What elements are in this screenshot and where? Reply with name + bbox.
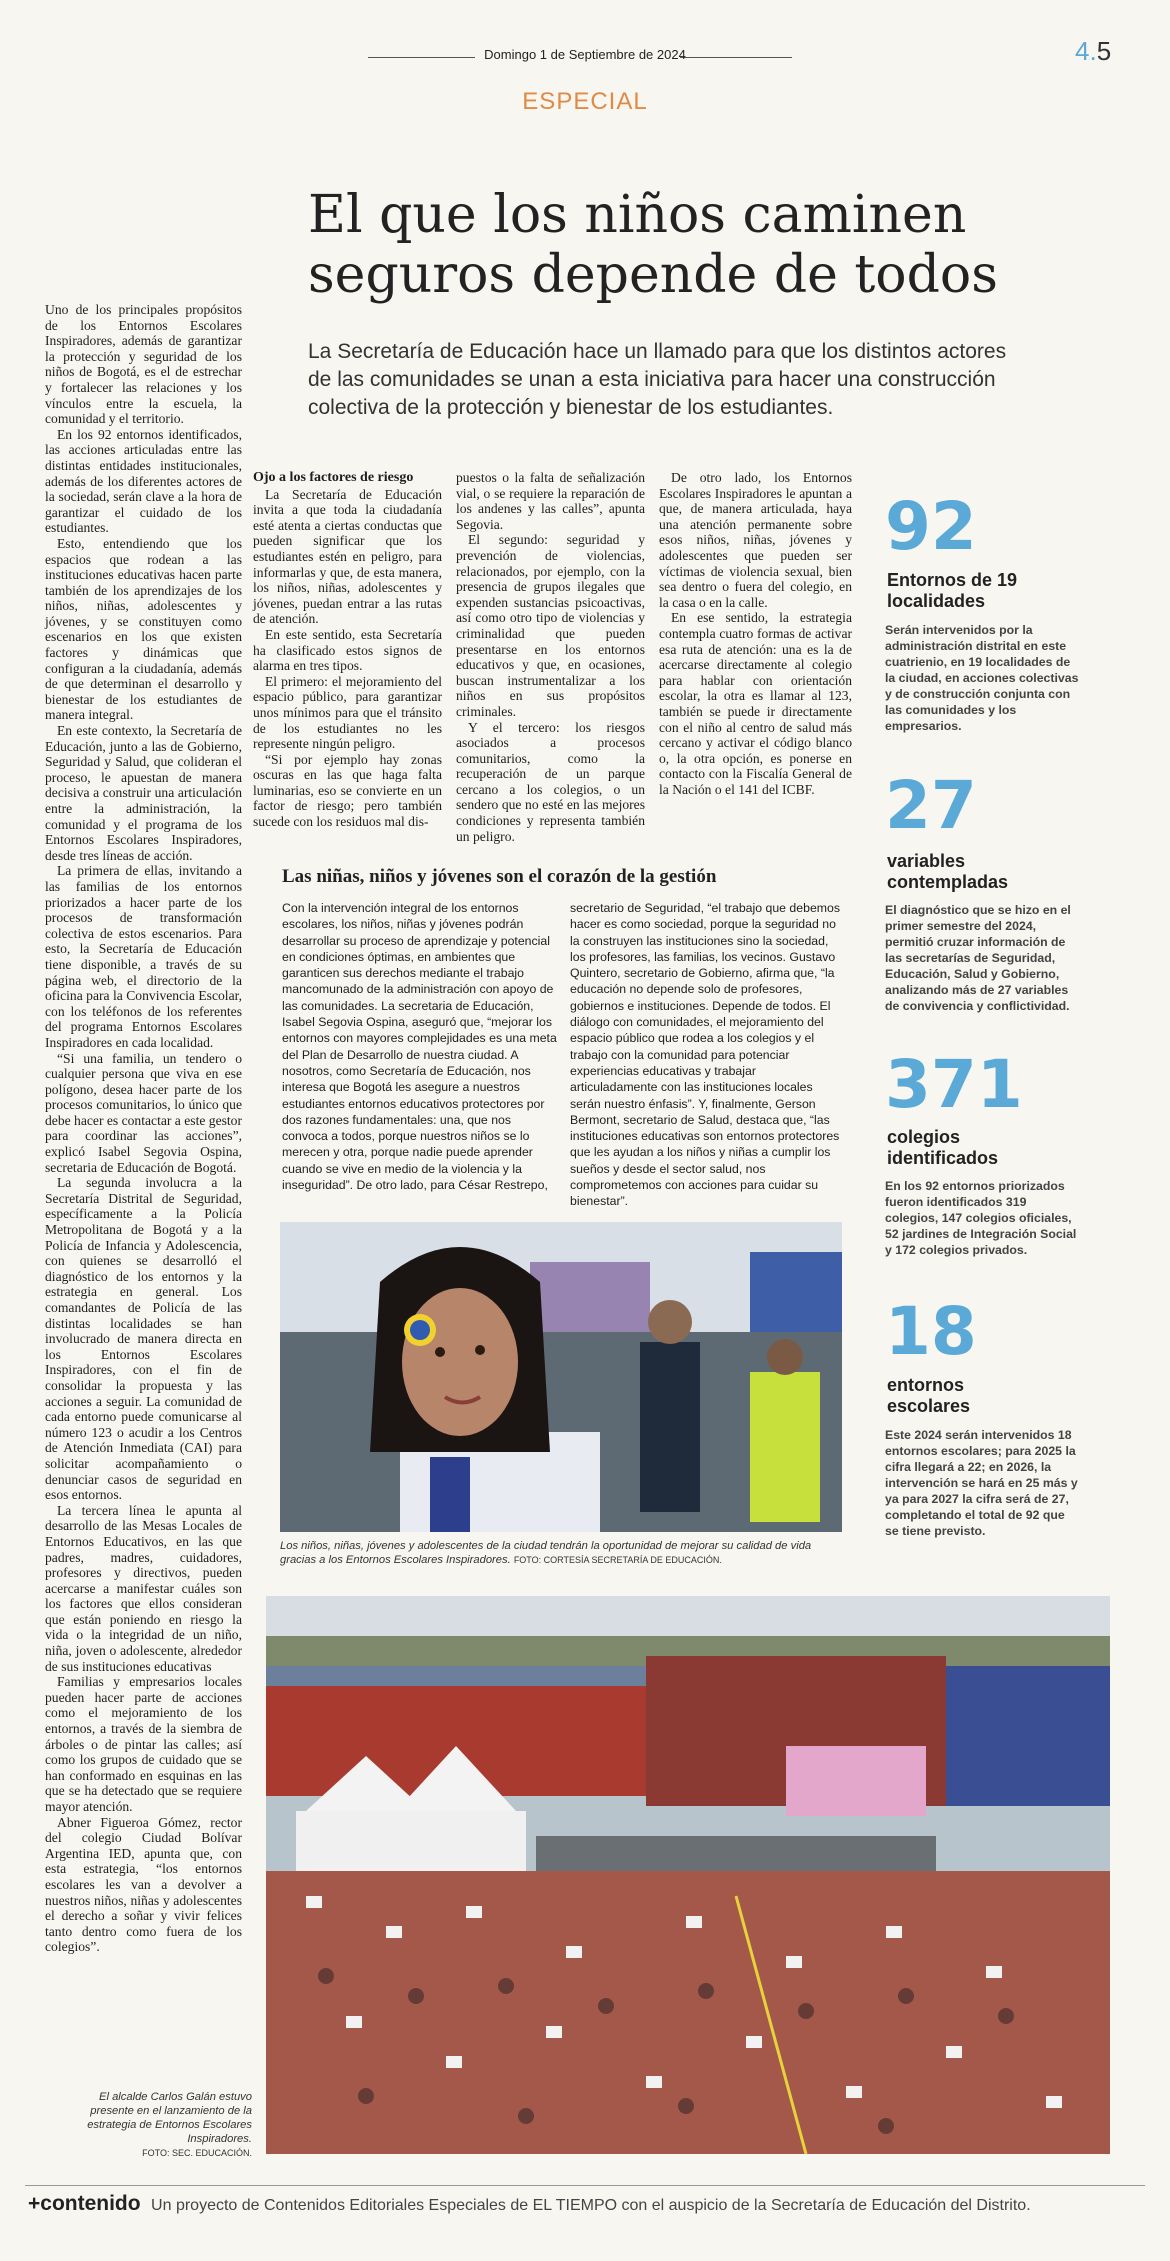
paragraph: De otro lado, los Entornos Escolares Inspiradores le apuntan a que, de manera articulada, haya una atención permanente sobre esos niños, niñas, jóvenes y adolescentes que pueden ser víctimas de violencia sexual, bien sea dentro o fuera del colegio, en la casa o en la calle. bbox=[659, 470, 852, 610]
paragraph: La primera de ellas, invitando a las familias de los entornos priorizados a hacer parte de los procesos de transformación colectiva de estos escenarios. Para esto, la Secretaría de Educación tiene disponible, a través de su página web, el directorio de la oficina para la Convivencia Escolar, con los teléfonos de los referentes del programa Entornos Escolares Inspiradores en cada localidad. bbox=[45, 863, 242, 1050]
stat-number: 27 bbox=[885, 767, 977, 844]
photo-event-caption bbox=[60, 2090, 252, 2160]
page-number bbox=[1075, 36, 1111, 67]
body-column-4 bbox=[659, 470, 852, 797]
body-column-2 bbox=[253, 470, 442, 830]
issue-date: Domingo 1 de Septiembre de 2024 bbox=[484, 47, 686, 62]
photo-event-illustration bbox=[266, 1596, 1110, 2154]
paragraph: En los 92 entornos identificados, las acciones articuladas entre las distintas entidades institucionales, además de los diferentes actores de la sociedad, serán clave a la hora de garantizar el cuidado de los estudiantes. bbox=[45, 426, 242, 536]
stat-description: En los 92 entornos priorizados fueron identificados 319 colegios, 147 colegios oficiales, 52 jardines de Integración Social y 172 colegios privados. bbox=[885, 1179, 1077, 1257]
photo-girl-caption bbox=[280, 1539, 840, 1567]
stat-number: 92 bbox=[885, 488, 977, 565]
paragraph: El segundo: seguridad y prevención de violencias, relacionados, por ejemplo, con la presencia de grupos ilegales que expenden sustancias psicoactivas, así como otro tipo de violencias y criminalidad que pueden presentarse en los entornos educativos y que, en ocasiones, buscan instrumentalizar a los niños en sus propósitos criminales. bbox=[456, 532, 645, 719]
caption-text: Los niños, niñas, jóvenes y adolescentes de la ciudad tendrán la oportunidad de mejorar su calidad de vida gracias a los Entornos Escolares Inspiradores. bbox=[280, 1540, 812, 1566]
box-column-left bbox=[282, 900, 558, 1193]
page-prefix: 4. bbox=[1075, 36, 1097, 66]
paragraph: Abner Figueroa Gómez, rector del colegio Ciudad Bolívar Argentina IED, apunta que, con esta estrategia, “los entornos escolares les van a devolver a nuestros niños, niñas y adolescentes el derecho a soñar y vivir felices tanto dentro como fuera de los colegios”. bbox=[45, 1814, 242, 1955]
footer-brand: +contenido bbox=[28, 2192, 141, 2215]
photo-credit: FOTO: CORTESÍA SECRETARÍA DE EDUCACIÓN. bbox=[513, 1555, 722, 1565]
paragraph: secretario de Seguridad, “el trabajo que debemos hacer es como sociedad, porque la seguridad no la construyen las instituciones sino la sociedad, los profesores, las familias, los vecinos. Gustavo Quintero, secretario de Gobierno, afirma que, “la educación no depende solo de profesores, gobiernos e instituciones. Depende de todos. El diálogo con comunidades, el mejoramiento del espacio público que rodea a los colegios y el trabajo con la comunidad para potenciar experiencias educativas y trabajar articuladamente con las instituciones locales serán nuestro énfasis”. Y, finalmente, Gerson Bermont, secretario de Salud, destaca que, “las instituciones educativas son entornos protectores que les ayudan a los niños y niñas a cumplir los sueños y desde el sector salud, nos comprometemos con acciones para cuidar su bienestar”. bbox=[570, 901, 841, 1209]
footer-text: Un proyecto de Contenidos Editoriales Especiales de EL TIEMPO con el auspicio de la Secretaría de Educación del Distrito. bbox=[151, 2197, 1031, 2214]
paragraph: La Secretaría de Educación invita a que toda la ciudadanía esté atenta a ciertas conductas que pueden significar que los estudiantes estén en peligro, para informarlas y que, de esta manera, los niños, niñas, adolescentes y jóvenes, puedan entrar a las rutas de atención. bbox=[253, 486, 442, 627]
section-label: ESPECIAL bbox=[522, 88, 648, 115]
box-heading: Las niñas, niños y jóvenes son el corazón de la gestión bbox=[282, 866, 717, 887]
photo-event bbox=[266, 1596, 1110, 2154]
article-title: El que los niños caminen seguros depende de todos bbox=[308, 185, 998, 305]
footer bbox=[28, 2192, 1031, 2216]
paragraph: puestos o la falta de señalización vial, o se requiere la reparación de los andenes y las calles”, apunta Segovia. bbox=[456, 470, 645, 532]
paragraph: En este contexto, la Secretaría de Educación, junto a las de Gobierno, Seguridad y Salud, que colideran el proceso, le apuestan de manera decisiva a construir una articulación entre la administración, la comunidad y el programa de los Entornos Escolares Inspiradores, desde tres líneas de acción. bbox=[45, 723, 242, 863]
paragraph: Esto, entendiendo que los espacios que rodean a las instituciones educativas hacen parte también de los aprendizajes de los niños, niñas, adolescentes y jóvenes, y se constituyen como escenarios en los que existen factores y dinámicas que configuran a la ciudadanía, además de que determinan el desarrollo y bienestar de los estudiantes de manera integral. bbox=[45, 535, 242, 723]
stat-description: El diagnóstico que se hizo en el primer semestre del 2024, permitió cruzar información de las secretarías de Seguridad, Educación, Salud y Gobierno, analizando más de 27 variables de convivencia y conflictividad. bbox=[885, 903, 1071, 1013]
paragraph: Y el tercero: los riesgos asociados a procesos comunitarios, como la recuperación de un parque cercano a los colegios, o un sendero que no esté en las mejores condiciones y representa también un peligro. bbox=[456, 719, 645, 844]
body-column-1 bbox=[45, 302, 242, 1955]
stat-description: Este 2024 serán intervenidos 18 entornos escolares; para 2025 la cifra llegará a 22; en 2026, la intervención se hará en 25 más y ya para 2027 la cifra será de 27, completando el total de 92 que se tiene previsto. bbox=[885, 1428, 1078, 1538]
paragraph: En ese sentido, la estrategia contempla cuatro formas de activar esa ruta de atención: una es la de acercarse directamente al colegio para hablar con orientación escolar, la otra es llamar al 123, también se puede ir directamente con el niño al centro de salud más cercano y activar el código blanco o, la otra opción, es ponerse en contacto con la Fiscalía General de la Nación o el 141 del ICBF. bbox=[659, 610, 852, 797]
box-column-right bbox=[570, 900, 840, 1210]
paragraph: Con la intervención integral de los entornos escolares, los niños, niñas y jóvenes podrán desarrollar su proceso de aprendizaje y potencial en condiciones óptimas, en ambientes que garanticen sus derechos mediante el trabajo mancomunado de la administración con apoyo de las comunidades. La secretaria de Educación, Isabel Segovia Ospina, aseguró que, “mejorar los entornos con mayores complejidades es una meta del Plan de Desarrollo de nuestra ciudad. A nosotros, como Secretaría de Educación, nos interesa que Bogotá les asegure a nuestros estudiantes entornos educativos protectores por dos razones fundamentales: una, que nos convoca a todos, porque nuestros niños se lo merecen y otra, porque nadie puede aprender cuando se vive en medio de la violencia y la inseguridad”. De otro lado, para César Restrepo, bbox=[282, 901, 557, 1193]
caption-text: El alcalde Carlos Galán estuvo presente en el lanzamiento de la estrategia de Entornos Escolares Inspiradores. bbox=[87, 2091, 252, 2145]
footer-rule bbox=[25, 2185, 1145, 2186]
stat-description: Serán intervenidos por la administración distrital en este cuatrienio, en 19 localidades de la ciudad, en acciones colectivas y de construcción conjunta con las comunidades y los empresarios. bbox=[885, 623, 1079, 733]
paragraph: El primero: el mejoramiento del espacio público, para garantizar unos mínimos para que el tránsito de los estudiantes no les represente ningún peligro. bbox=[253, 673, 442, 752]
article-dek: La Secretaría de Educación hace un llamado para que los distintos actores de las comunidades se unan a esta iniciativa para hacer una construcción colectiva de la protección y bienestar de los estudiantes. bbox=[308, 340, 1007, 419]
stat-label: variables contempladas bbox=[887, 851, 1009, 892]
stat-label: colegios identificados bbox=[887, 1127, 999, 1168]
page-number-value: 5 bbox=[1096, 36, 1112, 66]
subhead-risk-factors: Ojo a los factores de riesgo bbox=[253, 470, 414, 485]
stat-label: Entornos de 19 localidades bbox=[887, 570, 1018, 611]
paragraph: La tercera línea le apunta al desarrollo de las Mesas Locales de Entornos Educativos, en las que padres, madres, cuidadores, profesores y directivos, pueden acercarse a manifestar cuáles son los factores que ellos consideran que están poniendo en riesgo la vida o la integridad de un niño, niña, joven o adolescente, alrededor de sus instituciones educativas bbox=[45, 1502, 242, 1674]
photo-girl bbox=[280, 1222, 842, 1532]
stat-label: entornos escolares bbox=[887, 1375, 971, 1416]
paragraph: “Si una familia, un tendero o cualquier persona que viva en ese polígono, desea hacer parte de los procesos comunitarios, lo único que debe hacer es contactar a este gestor para coordinar las acciones”, explicó Isabel Segovia Ospina, secretaria de Educación de Bogotá. bbox=[45, 1050, 242, 1175]
stat-number: 371 bbox=[885, 1046, 1023, 1123]
paragraph: Uno de los principales propósitos de los Entornos Escolares Inspiradores, además de garantizar la protección y seguridad de los niños de Bogotá, es el de estrechar y fortalecer las relaciones y los vínculos entre la escuela, la comunidad y el territorio. bbox=[45, 302, 242, 427]
body-column-3 bbox=[456, 470, 645, 844]
paragraph: En este sentido, esta Secretaría ha clasificado estos signos de alarma en tres tipos. bbox=[253, 626, 442, 674]
paragraph: Familias y empresarios locales pueden hacer parte de acciones como el mejoramiento de los entornos, a través de la siembra de árboles o de pintar las calles; así como los grupos de cuidado que se han conformado en esquinas en las que se ha detectado que se requiere mayor atención. bbox=[45, 1674, 242, 1814]
paragraph: “Si por ejemplo hay zonas oscuras en las que haga falta luminarias, eso se convierte en un factor de riesgo; pero también sucede con los residuos mal dis- bbox=[253, 751, 442, 830]
photo-credit: FOTO: SEC. EDUCACIÓN. bbox=[142, 2148, 252, 2158]
paragraph: La segunda involucra a la Secretaría Distrital de Seguridad, específicamente a la Policía Metropolitana de Bogotá y a la Policía de Infancia y Adolescencia, con quienes se desarrolló el diagnóstico de los entornos y la estrategia en general. Los comandantes de Policía de las distintas localidades se han involucrado de manera directa en los Entornos Escolares Inspiradores, con el fin de consolidar la propuesta y las acciones a seguir. La comunidad de cada entorno puede comunicarse al número 123 o acudir a los Centros de Atención Inmediata (CAI) para solicitar acompañamiento o denunciar casos de seguridad en esos entornos. bbox=[45, 1175, 242, 1503]
stat-number: 18 bbox=[885, 1293, 977, 1370]
photo-girl-illustration bbox=[280, 1222, 842, 1532]
